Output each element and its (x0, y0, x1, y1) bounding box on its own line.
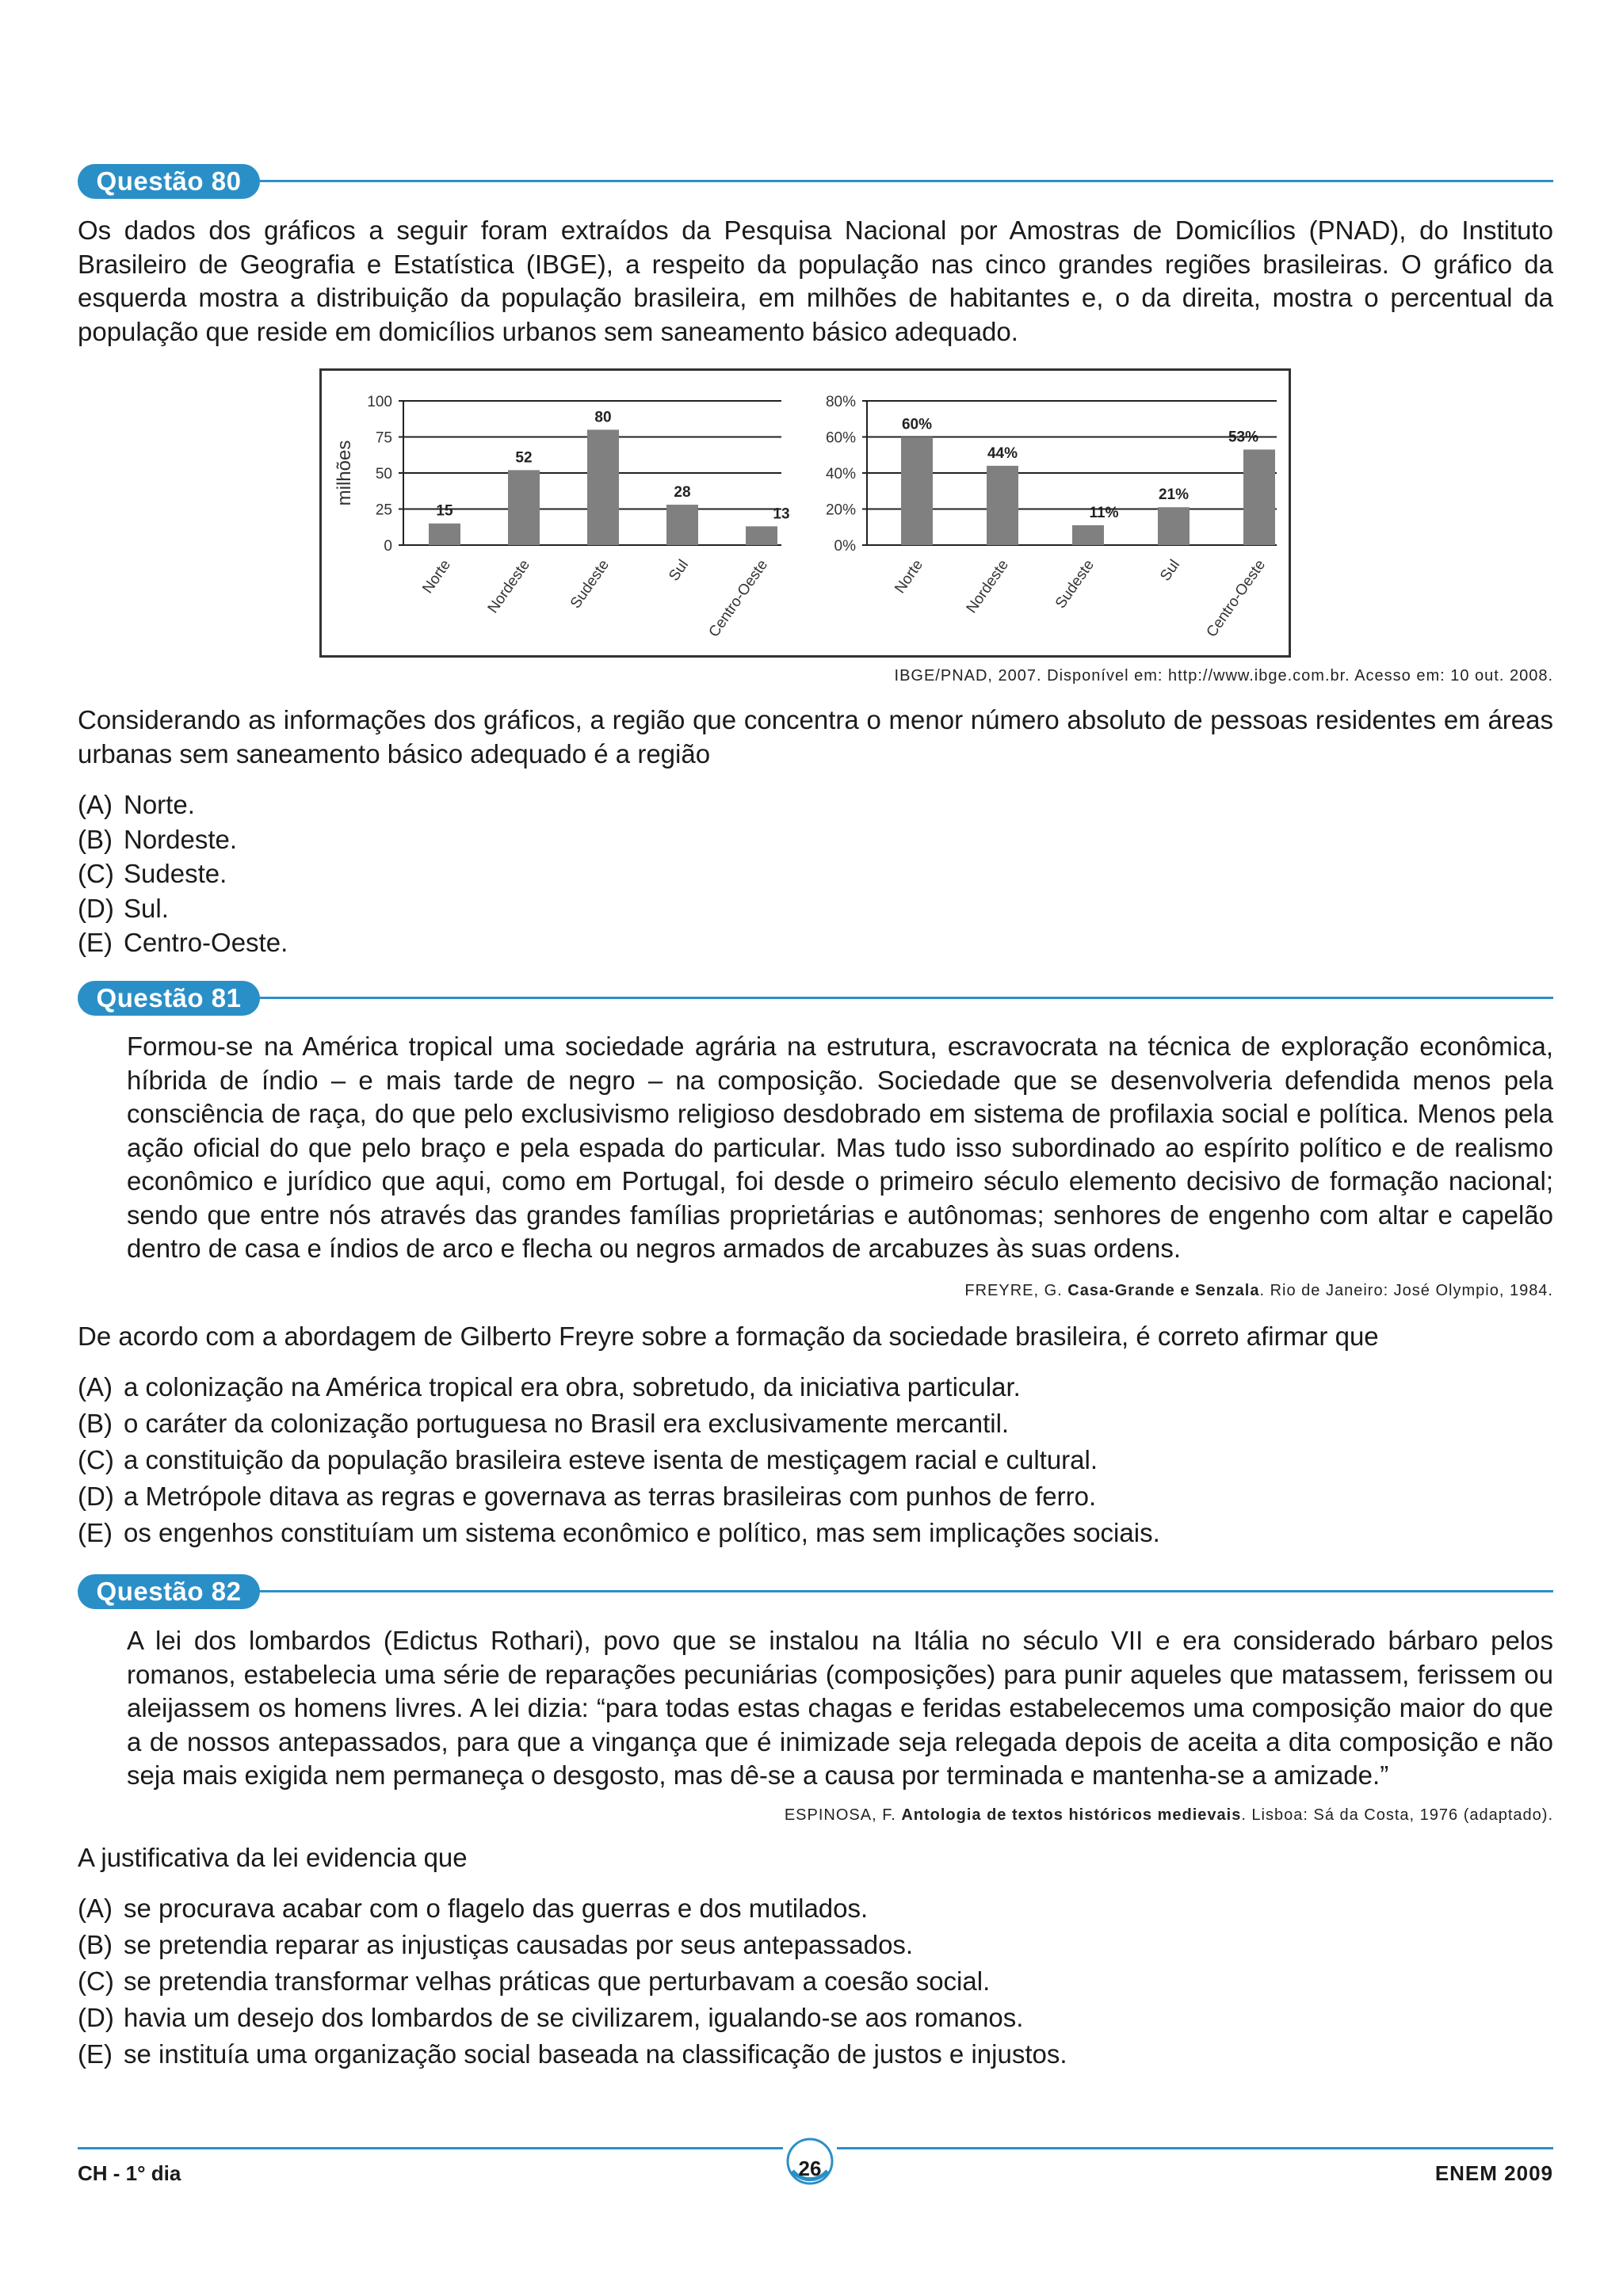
x-tick-label: Sul (1157, 556, 1184, 585)
data-label: 44% (987, 444, 1018, 462)
data-label: 28 (674, 484, 691, 502)
option-text: os engenhos constituíam um sistema econômico e político, mas sem implicações sociais. (124, 1518, 1160, 1547)
y-tick-label: 100 (367, 394, 392, 410)
data-label: 52 (515, 449, 533, 467)
option-letter: (D) (78, 893, 114, 923)
footer-right: ENEM 2009 (1434, 2161, 1553, 2185)
y-tick-label: 40% (825, 466, 856, 482)
answer-option[interactable] (78, 1892, 868, 1926)
charts-svg (322, 371, 1289, 655)
q81-text: Formou-se na América tropical uma sociedade agrária na estrutura, escravocrata na técnica de exploração econômica, híbrida de índio – e mais tarde de negro – na composição. Sociedade que se desenvolveria defendida menos pela consciência de raça, do que pelo exclusivismo religioso desdobrado em sistema de profilaxia social e política. Menos pela ação oficial do que pelo braço e pela espada do particular. Mas tudo isso subordinado ao espírito político e de realismo econômico e jurídico que aqui, como em Portugal, foi desde o primeiro século elemento decisivo de formação nacional; sendo que entre nós através das grandes famílias proprietárias e autônomas; senhores de engenho com altar e capelão dentro de casa e índios de arco e flecha ou negros armados de arcabuzes às suas ordens. (127, 1032, 1553, 1263)
option-text: Norte. (124, 790, 195, 819)
bar (429, 524, 460, 545)
answer-option[interactable] (78, 1371, 1021, 1405)
q80-source: IBGE/PNAD, 2007. Disponível em: http://www.ibge.com.br. Acesso em: 10 out. 2008. (894, 667, 1553, 685)
page-number: 26 (798, 2157, 822, 2180)
footer-rule-right (837, 2147, 1553, 2149)
y-tick-label: 0% (834, 538, 856, 555)
option-text: se pretendia transformar velhas práticas que perturbavam a coesão social. (124, 1966, 991, 1996)
q81-source (964, 1282, 1553, 1300)
footer-left: CH - 1° dia (78, 2161, 181, 2185)
answer-option[interactable] (78, 926, 288, 960)
data-label: 80 (594, 409, 612, 426)
data-label: 53% (1228, 429, 1259, 446)
option-text: se procurava acabar com o flagelo das guerras e dos mutilados. (124, 1894, 869, 1923)
option-letter: (A) (78, 1894, 113, 1923)
answer-option[interactable] (78, 788, 195, 822)
source-author: FREYRE, G. (964, 1282, 1068, 1299)
answer-option[interactable] (78, 2001, 1023, 2035)
option-letter: (B) (78, 824, 113, 854)
x-tick-label: Norte (892, 556, 927, 597)
x-tick-label: Nordeste (484, 556, 534, 617)
bar (1243, 449, 1275, 545)
q82-source (785, 1806, 1553, 1825)
q81-question: De acordo com a abordagem de Gilberto Freyre sobre a formação da sociedade brasileira, é correto afirmar que (78, 1322, 1379, 1351)
question-number-badge: Questão 80 (78, 164, 260, 199)
option-letter: (D) (78, 1482, 114, 1511)
data-label: 21% (1158, 486, 1190, 504)
y-tick-label: 25 (375, 502, 392, 519)
bar (587, 429, 619, 545)
option-letter: (D) (78, 2003, 114, 2032)
option-letter: (A) (78, 1372, 113, 1402)
data-label: 60% (901, 416, 933, 433)
option-text: o caráter da colonização portuguesa no Brasil era exclusivamente mercantil. (124, 1409, 1010, 1438)
footer-rule-left (78, 2147, 783, 2149)
answer-option[interactable] (78, 1965, 990, 1999)
bar (1158, 507, 1190, 545)
option-text: Centro-Oeste. (124, 928, 288, 957)
option-text: havia um desejo dos lombardos de se civilizarem, igualando-se aos romanos. (124, 2003, 1024, 2032)
option-text: Sudeste. (124, 859, 227, 888)
question-82-header (78, 1574, 1553, 1609)
x-tick-label: Sudeste (1052, 556, 1098, 612)
option-letter: (E) (78, 1518, 113, 1547)
option-text: a colonização na América tropical era obra, sobretudo, da iniciativa particular. (124, 1372, 1021, 1402)
x-tick-label: Sul (666, 556, 693, 585)
x-tick-label: Centro-Oeste (705, 556, 772, 641)
data-label: 15 (436, 502, 453, 520)
option-text: a Metrópole ditava as regras e governava as terras brasileiras com punhos de ferro. (124, 1482, 1097, 1511)
option-letter: (E) (78, 928, 113, 957)
source-title: Casa-Grande e Senzala (1067, 1282, 1260, 1299)
question-number-badge: Questão 81 (78, 981, 260, 1016)
q82-question: A justificativa da lei evidencia que (78, 1843, 468, 1872)
q80-question: Considerando as informações dos gráficos, a região que concentra o menor número absoluto de pessoas residentes em áreas urbanas sem saneamento básico adequado é a região (78, 705, 1553, 769)
y-tick-label: 60% (825, 429, 856, 447)
answer-option[interactable] (78, 823, 237, 857)
x-tick-label: Norte (419, 556, 455, 597)
y-tick-label: 20% (825, 502, 856, 519)
q80-intro: Os dados dos gráficos a seguir foram extraídos da Pesquisa Nacional por Amostras de Domicílios (PNAD), do Instituto Brasileiro de Geografia e Estatística (IBGE), a respeito da população nas cinco grandes regiões brasileiras. O gráfico da esquerda mostra a distribuição da população brasileira, em milhões de habitantes e, o da direita, mostra o percentual da população que reside em domicílios urbanos sem saneamento básico adequado. (78, 215, 1553, 346)
header-rule (252, 1590, 1553, 1592)
y-tick-label: 80% (825, 394, 856, 410)
option-text: Sul. (124, 893, 169, 923)
source-author: ESPINOSA, F. (784, 1806, 902, 1824)
question-81-header (78, 981, 1553, 1016)
header-rule (252, 997, 1553, 999)
answer-option[interactable] (78, 892, 169, 926)
q82-text: A lei dos lombardos (Edictus Rothari), povo que se instalou na Itália no século VII e era considerado bárbaro pelos romanos, estabelecia uma série de reparações pecuniárias (composições) para punir aqueles que matassem, ferissem ou aleijassem os homens livres. A lei dizia: “para todas estas chagas e feridas estabelecemos uma composição maior do que a de nossos antepassados, para que a vingança que é inimizade seja relegada depois de aceita a dita composição e não seja mais exigida nem permaneça o desgosto, mas dê-se a causa por terminada e mantenha-se a amizade.” (127, 1626, 1553, 1790)
answer-option[interactable] (78, 857, 227, 891)
answer-option[interactable] (78, 1444, 1098, 1478)
source-title: Antologia de textos históricos medievais (901, 1806, 1242, 1824)
option-text: se pretendia reparar as injustiças causadas por seus antepassados. (124, 1930, 914, 1959)
bar (987, 466, 1018, 545)
option-text: a constituição da população brasileira esteve isenta de mestiçagem racial e cultural. (124, 1445, 1098, 1474)
option-letter: (B) (78, 1930, 113, 1959)
y-tick-label: 75 (375, 429, 392, 447)
option-text: se instituía uma organização social baseada na classificação de justos e injustos. (124, 2039, 1067, 2069)
data-label: 13 (773, 505, 790, 523)
bar (746, 526, 777, 545)
bar (508, 470, 540, 545)
x-tick-label: Centro-Oeste (1203, 556, 1270, 641)
y-tick-label: 0 (384, 538, 392, 555)
x-tick-label: Sudeste (567, 556, 613, 612)
question-80-header (78, 164, 1553, 199)
option-text: Nordeste. (124, 824, 238, 854)
option-letter: (B) (78, 1409, 113, 1438)
answer-option[interactable] (78, 1480, 1096, 1514)
answer-option[interactable] (78, 2038, 1067, 2072)
answer-option[interactable] (78, 1928, 913, 1962)
option-letter: (A) (78, 790, 113, 819)
bar (1072, 525, 1104, 545)
source-publisher: . Lisboa: Sá da Costa, 1976 (adaptado). (1241, 1806, 1553, 1824)
source-publisher: . Rio de Janeiro: José Olympio, 1984. (1259, 1282, 1553, 1299)
option-letter: (C) (78, 1966, 114, 1996)
y-axis-label: milhões (334, 440, 355, 506)
option-letter: (C) (78, 859, 114, 888)
bar (666, 505, 698, 545)
data-label: 11% (1089, 504, 1119, 521)
chart-panel (319, 368, 1291, 658)
header-rule (252, 180, 1553, 182)
answer-option[interactable] (78, 1516, 1160, 1550)
answer-option[interactable] (78, 1407, 1009, 1441)
question-number-badge: Questão 82 (78, 1574, 260, 1609)
y-tick-label: 50 (375, 466, 392, 482)
option-letter: (E) (78, 2039, 113, 2069)
option-letter: (C) (78, 1445, 114, 1474)
bar (901, 437, 933, 546)
x-tick-label: Nordeste (963, 556, 1013, 617)
